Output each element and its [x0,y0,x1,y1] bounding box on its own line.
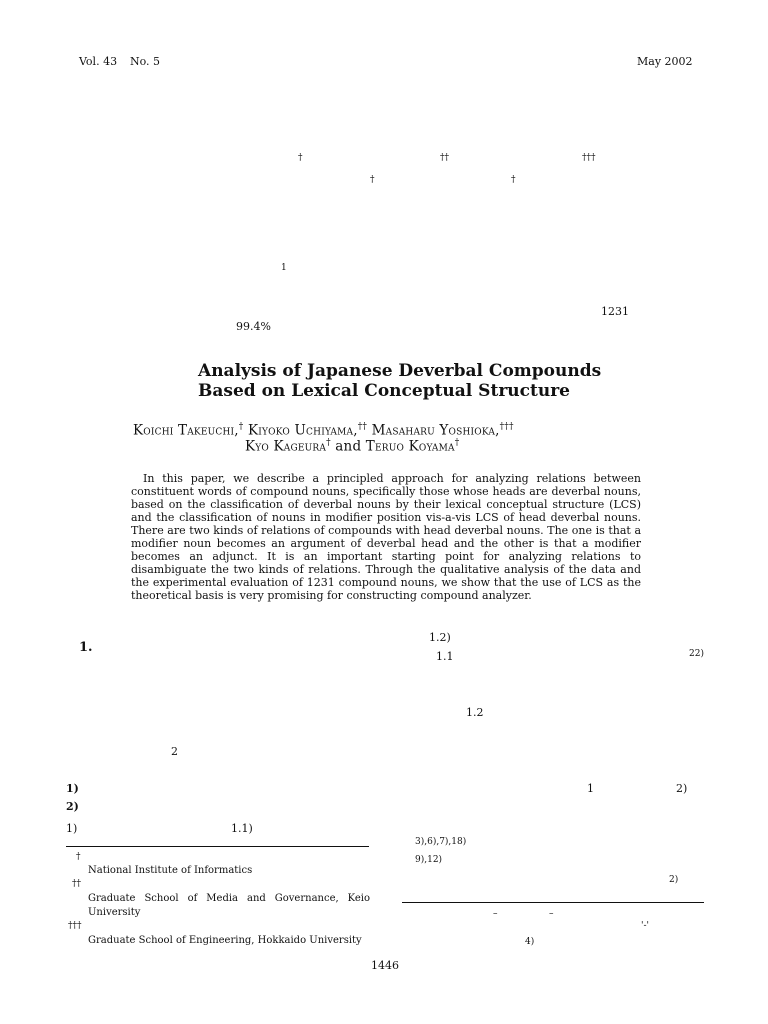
right-number-1: 1 [587,782,594,795]
affil-mark-1: † [298,153,303,163]
jp-abstract-number: 1 [281,263,287,273]
right-rule [402,902,704,903]
footnote-rule [66,846,369,847]
jp-abstract-count: 1231 [601,305,629,318]
affil-mark-3: ††† [582,153,596,163]
author-line-2 [245,435,459,455]
dash-1: – [493,909,498,919]
affil-mark-2: †† [440,153,449,163]
left-ref-1: 1) [66,822,78,835]
author-yoshioka: Masaharu Yoshioka, [371,422,500,439]
section-heading-1: 1. [79,640,93,655]
citations-group-a: 3),6),7),18) [415,837,467,847]
abstract-text: In this paper, we describe a principled approach for analyzing relations between constituent words of compound nouns, specifically those whose heads are deverbal nouns, based on the classification of deverbal nouns by their lexical conceptual structure (LCS) and the classification of nouns in modifier position vis-a-vis LCS of head deverbal nouns. There are two kinds of relations of compounds with head deverbal nouns. The one is that a modifier noun becomes an argument of deverbal head and the other is that a modifier becomes an adjunct. It is an important starting point for analyzing relations to disambiguate the two kinds of relations. Through the qualitative analysis of the data and the experimental evaluation of 1231 compound nouns, we show that the use of LCS as the theoretical basis is very promising for constructing compound analyzer. [131,472,641,602]
right-subsection-1-1: 1.1 [436,650,454,663]
list-item-2: 2) [66,800,79,813]
abstract [131,472,641,602]
list-item-1: 1) [66,782,79,795]
title-line-2: Based on Lexical Conceptual Structure [198,381,570,401]
citations-group-b: 9),12) [415,855,443,865]
volume: Vol. 43 [79,55,118,68]
author-mark: † [454,438,460,448]
author-mark: † [326,438,331,448]
left-number-2: 2 [171,745,178,758]
author-conjunction: and [330,438,366,455]
issue-number: No. 5 [130,55,161,68]
footnote-mark-3: ††† [68,921,82,931]
citation-2: 2) [669,875,679,885]
quote-mark: '-' [641,921,649,931]
footnote-affil-2: Graduate School of Media and Governance, Keio University [88,893,370,918]
author-takeuchi: Koichi Takeuchi, [133,422,239,439]
author-mark: †† [357,422,368,432]
footnote-mark-1: † [76,852,81,862]
author-kageura: Kyo Kageura [245,438,327,455]
footnote-affil-3: Graduate School of Engineering, Hokkaido University [88,935,362,946]
footnote-affil-1: National Institute of Informatics [88,865,253,876]
paper-title [198,361,601,401]
title-line-1: Analysis of Japanese Deverbal Compounds [198,361,602,381]
footnote-mark-2: †† [72,879,81,889]
affil-mark-4: † [370,175,375,185]
right-ref-1-2: 1.2) [429,631,451,644]
left-ref-1-1: 1.1) [231,822,253,835]
author-uchiyama: Kiyoko Uchiyama, [247,422,358,439]
issue-date: May 2002 [637,55,693,68]
citation-22: 22) [689,649,704,659]
citation-4: 4) [525,937,535,947]
author-mark: † [238,422,244,432]
jp-abstract-percent: 99.4% [236,320,271,333]
page-number: 1446 [371,959,399,972]
dash-2: – [549,909,554,919]
affil-mark-5: † [511,175,516,185]
right-ref-2: 2) [676,782,688,795]
author-mark: ††† [499,422,514,432]
right-subsection-1-2: 1.2 [466,706,484,719]
author-koyama: Teruo Koyama [365,438,455,455]
